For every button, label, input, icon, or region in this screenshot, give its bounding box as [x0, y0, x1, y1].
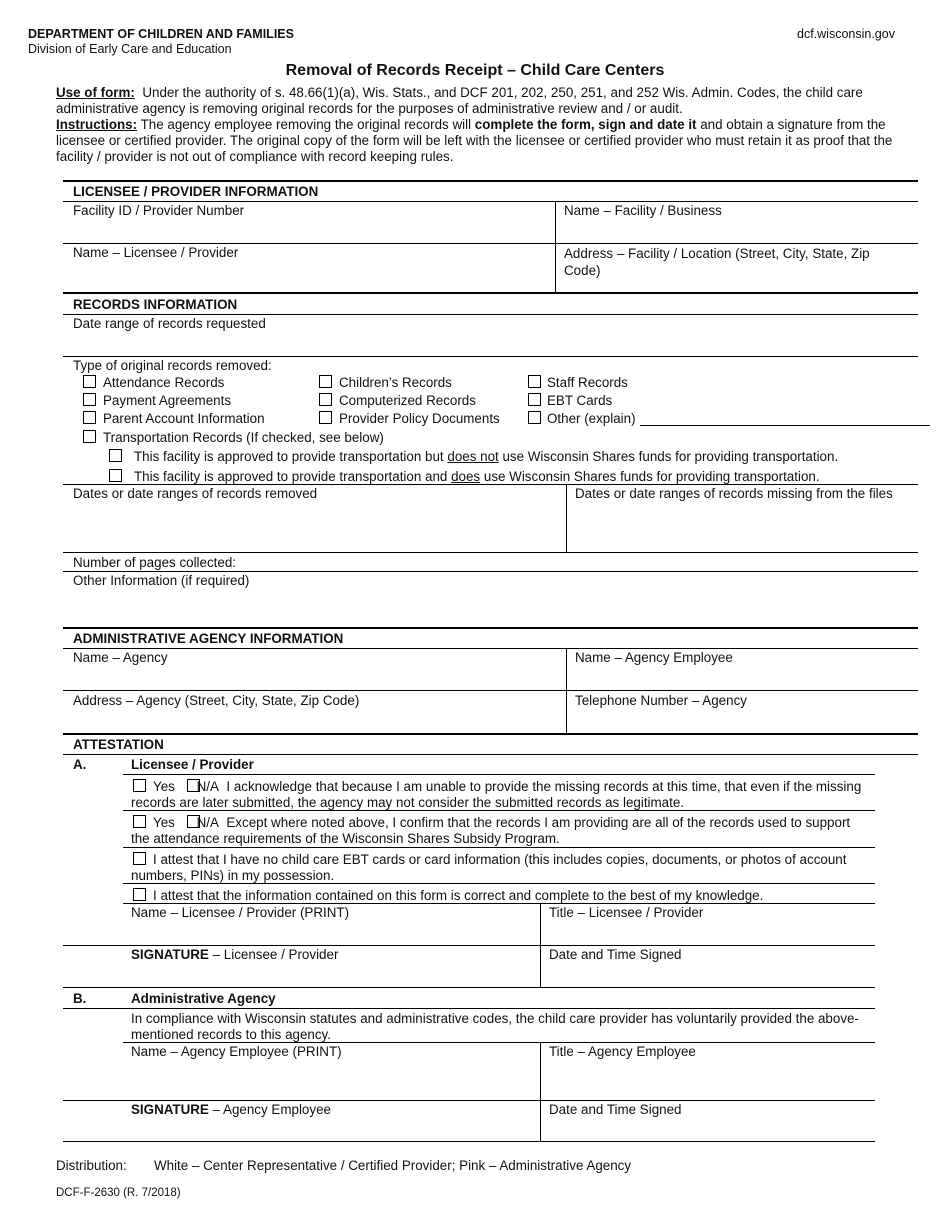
division-name: Division of Early Care and Education — [28, 42, 232, 56]
checkbox-staff-records[interactable] — [528, 375, 541, 388]
employee-date-signed-field[interactable]: Date and Time Signed — [549, 1102, 682, 1117]
checkbox-provider-policy-documents[interactable] — [319, 411, 332, 424]
section-b-title: Administrative Agency — [131, 991, 276, 1006]
divider — [123, 1042, 875, 1043]
section-b-letter: B. — [73, 991, 87, 1006]
divider — [123, 903, 875, 904]
use-label: Use of form: — [56, 85, 135, 100]
label-parent-account-information: Parent Account Information — [103, 411, 265, 426]
dates-removed-field[interactable]: Dates or date ranges of records removed — [73, 486, 318, 501]
licensee-print-name-field[interactable]: Name – Licensee / Provider (PRINT) — [131, 905, 350, 920]
divider — [63, 754, 918, 755]
licensee-date-signed-field[interactable]: Date and Time Signed — [549, 947, 682, 962]
checkbox-ebt-cards[interactable] — [528, 393, 541, 406]
intro-text — [56, 85, 896, 165]
instructions-label: Instructions: — [56, 117, 138, 132]
facility-id-field[interactable]: Facility ID / Provider Number — [73, 203, 245, 218]
attestation-heading: ATTESTATION — [73, 737, 164, 752]
divider — [123, 774, 875, 775]
distribution-label: Distribution: — [56, 1158, 127, 1173]
divider — [63, 243, 918, 244]
divider — [63, 1141, 875, 1142]
divider — [63, 356, 918, 357]
agency-employee-field[interactable]: Name – Agency Employee — [575, 650, 733, 665]
checkbox-stmt4[interactable] — [133, 888, 146, 901]
employee-print-name-field[interactable]: Name – Agency Employee (PRINT) — [131, 1044, 342, 1059]
checkbox-childrens-records[interactable] — [319, 375, 332, 388]
website[interactable]: dcf.wisconsin.gov — [797, 27, 895, 41]
divider — [63, 292, 918, 294]
divider — [63, 180, 918, 182]
divider — [123, 883, 875, 884]
divider — [63, 648, 918, 649]
label-ebt-cards: EBT Cards — [547, 393, 613, 408]
record-type-label: Type of original records removed: — [73, 358, 272, 373]
divider — [63, 690, 918, 691]
use-text: Under the authority of s. 48.66(1)(a), Wis. Stats., and DCF 201, 202, 250, 251, and 252 Wis. Admin. Codes, the child care administrative agency is removing original records for the purposes of administrative review and / or audit. — [56, 85, 863, 116]
distribution-text: White – Center Representative / Certified Provider; Pink – Administrative Agency — [154, 1158, 632, 1173]
checkbox-attendance-records[interactable] — [83, 375, 96, 388]
label-transportation-records: Transportation Records (If checked, see below) — [103, 430, 384, 445]
page-title: Removal of Records Receipt – Child Care Centers — [285, 62, 665, 79]
label-payment-agreements: Payment Agreements — [103, 393, 232, 408]
statement-2: Yes N/A Except where noted above, I confirm that the records I am providing are all of the records used to support the attendance requirements of the Wisconsin Shares Subsidy Program. — [131, 815, 851, 846]
divider — [63, 1008, 875, 1009]
date-range-field[interactable]: Date range of records requested — [73, 316, 266, 331]
divider — [540, 903, 541, 988]
employee-title-field[interactable]: Title – Agency Employee — [549, 1044, 696, 1059]
instructions-text-2: and obtain a signature from the licensee or certified provider. The original copy of the form will be left with the licensee or certified provider who must retain it as proof that the facility / provider is not out of compliance with record keeping rules. — [56, 117, 893, 164]
divider — [63, 1100, 875, 1101]
divider — [63, 484, 918, 485]
divider — [63, 733, 918, 735]
label-attendance-records: Attendance Records — [103, 375, 225, 390]
divider — [63, 627, 918, 629]
department-name: DEPARTMENT OF CHILDREN AND FAMILIES — [28, 27, 294, 41]
checkbox-other-explain[interactable] — [528, 411, 541, 424]
licensee-name-field[interactable]: Name – Licensee / Provider — [73, 245, 239, 260]
licensee-signature-field[interactable]: SIGNATURE – Licensee / Provider — [131, 947, 339, 962]
facility-address-field[interactable]: Address – Facility / Location (Street, City, State, Zip Code) — [564, 246, 870, 278]
label-childrens-records: Children’s Records — [339, 375, 452, 390]
divider — [566, 484, 567, 553]
licensee-heading: LICENSEE / PROVIDER INFORMATION — [73, 184, 319, 199]
divider — [63, 201, 918, 202]
checkbox-computerized-records[interactable] — [319, 393, 332, 406]
checkbox-transportation-records[interactable] — [83, 430, 96, 443]
divider — [555, 201, 556, 293]
statement-4: I attest that the information contained on this form is correct and complete to the best of my knowledge. — [153, 888, 764, 903]
divider — [63, 571, 918, 572]
agency-phone-field[interactable]: Telephone Number – Agency — [575, 693, 747, 708]
form-number: DCF-F-2630 (R. 7/2018) — [56, 1187, 181, 1199]
facility-name-field[interactable]: Name – Facility / Business — [564, 203, 722, 218]
divider — [566, 648, 567, 734]
divider — [123, 847, 875, 848]
checkbox-parent-account-information[interactable] — [83, 411, 96, 424]
dates-missing-field[interactable]: Dates or date ranges of records missing from the files — [575, 486, 893, 501]
instructions-text-1: The agency employee removing the original records will — [140, 117, 472, 132]
agency-address-field[interactable]: Address – Agency (Street, City, State, Zip Code) — [73, 693, 360, 708]
divider — [63, 945, 875, 946]
checkbox-transport-no-shares[interactable] — [109, 449, 122, 462]
agency-heading: ADMINISTRATIVE AGENCY INFORMATION — [73, 631, 344, 646]
employee-signature-field[interactable]: SIGNATURE – Agency Employee — [131, 1102, 331, 1117]
other-information-field[interactable]: Other Information (if required) — [73, 573, 250, 588]
label-transport-uses-shares: This facility is approved to provide transportation and does use Wisconsin Shares funds for providing transportation. — [134, 469, 820, 484]
divider — [63, 987, 875, 988]
licensee-title-field[interactable]: Title – Licensee / Provider — [549, 905, 704, 920]
label-other-explain: Other (explain) — [547, 411, 636, 426]
divider — [123, 810, 875, 811]
label-transport-no-shares: This facility is approved to provide transportation but does not use Wisconsin Shares funds for providing transportation. — [134, 449, 839, 464]
section-a-letter: A. — [73, 757, 87, 772]
statement-3: I attest that I have no child care EBT cards or card information (this includes copies, documents, or photos of account numbers, PINs) in my possession. — [131, 852, 847, 883]
compliance-text: In compliance with Wisconsin statutes and administrative codes, the child care provider has voluntarily provided the above-mentioned records to this agency. — [131, 1011, 859, 1042]
label-staff-records: Staff Records — [547, 375, 628, 390]
checkbox-payment-agreements[interactable] — [83, 393, 96, 406]
section-a-title: Licensee / Provider — [131, 757, 254, 772]
label-computerized-records: Computerized Records — [339, 393, 476, 408]
records-heading: RECORDS INFORMATION — [73, 297, 238, 312]
checkbox-transport-uses-shares[interactable] — [109, 469, 122, 482]
divider — [540, 1042, 541, 1142]
statement-1: Yes N/A I acknowledge that because I am unable to provide the missing records at this time, that even if the missing records are later submitted, the agency may not consider the submitted records as legitimate. — [131, 779, 862, 810]
label-provider-policy-documents: Provider Policy Documents — [339, 411, 500, 426]
agency-name-field[interactable]: Name – Agency — [73, 650, 168, 665]
pages-collected-field[interactable]: Number of pages collected: — [73, 555, 237, 570]
other-explain-line[interactable] — [640, 425, 930, 426]
divider — [63, 314, 918, 315]
instructions-bold: complete the form, sign and date it — [474, 117, 697, 132]
divider — [63, 552, 918, 553]
